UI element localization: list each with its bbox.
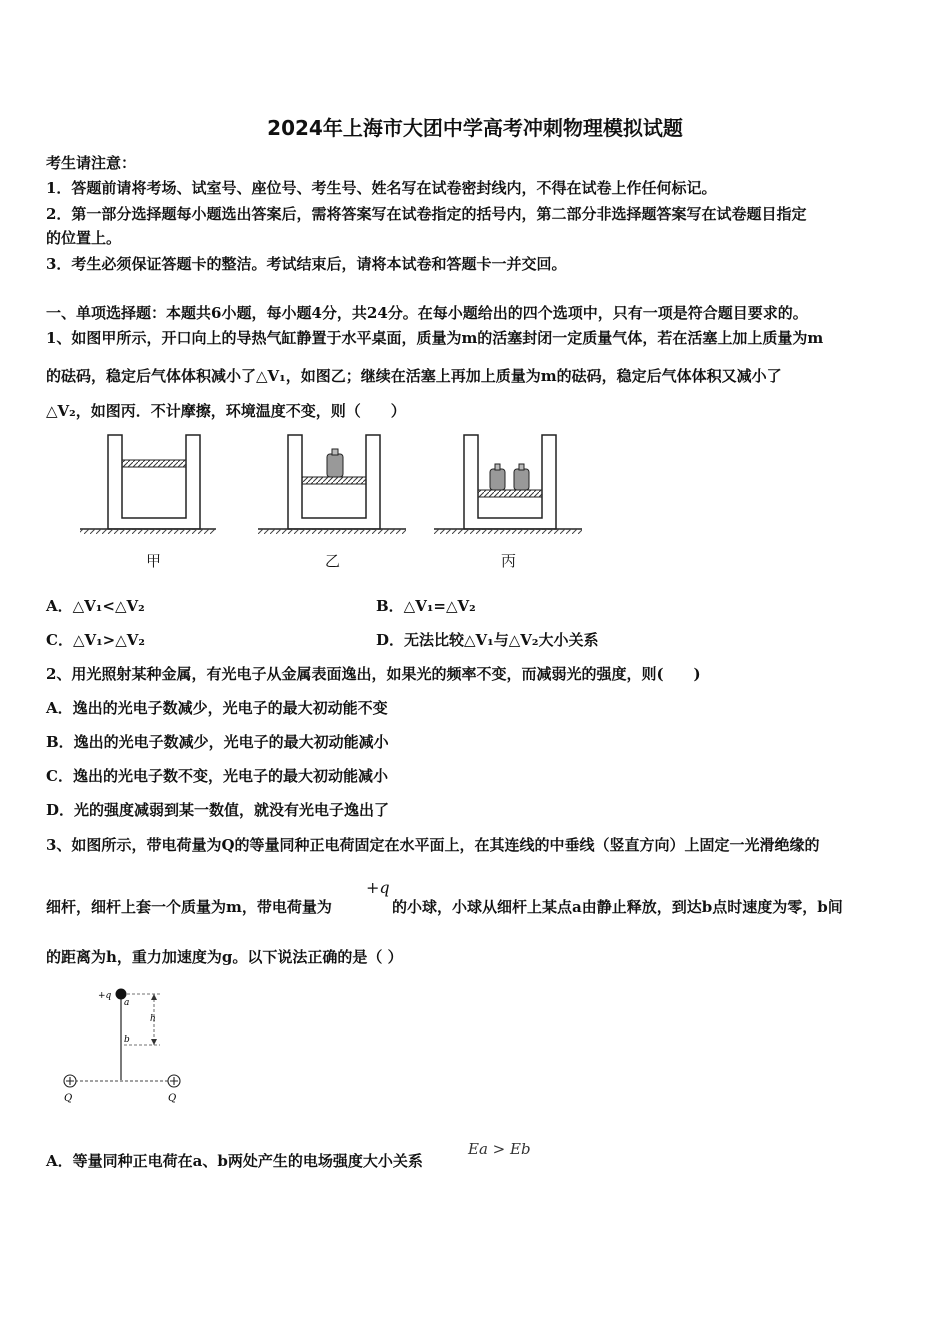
weight-icon <box>490 464 505 490</box>
q1-line2: 的砝码，稳定后气体体积减小了△V₁，如图乙；继续在活塞上再加上质量为m的砝码，稳定后气体体积又减小了 <box>46 367 782 385</box>
notice-item-1: 1．答题前请将考场、试室号、座位号、考生号、姓名写在试卷密封线内，不得在试卷上作任何标记。 <box>46 179 717 197</box>
fig-label-q-left: Q <box>64 1093 73 1104</box>
q3-line1: 3、如图所示，带电荷量为Q的等量同种正电荷固定在水平面上，在其连线的中垂线（竖直方向）上固定一光滑绝缘的 <box>46 836 820 854</box>
q1-line3: △V₂，如图丙．不计摩擦，环境温度不变，则（ ） <box>46 402 406 420</box>
notice-heading: 考生请注意： <box>46 154 137 172</box>
q3-charge: +q <box>366 878 390 897</box>
q2-option-b: B．逸出的光电子数减少，光电子的最大初动能减小 <box>46 733 389 751</box>
fig-label-b: 乙 <box>325 552 341 570</box>
q3-line2a: 细杆，细杆上套一个质量为m，带电荷量为 <box>46 898 332 916</box>
fig-label-q-right: Q <box>168 1093 177 1104</box>
q1-option-a: A．△V₁<△V₂ <box>46 597 145 615</box>
positive-charge-icon <box>64 1075 76 1087</box>
fig-label-point-b: b <box>124 1035 130 1045</box>
q3-line2b: 的小球，小球从细杆上某点a由静止释放，到达b点时速度为零，b间 <box>392 898 843 916</box>
cylinder-figure-a <box>78 432 218 542</box>
charges-rod-figure <box>44 984 194 1106</box>
q1-option-c: C．△V₁>△V₂ <box>46 631 145 649</box>
q3-option-a: A．等量同种正电荷在a、b两处产生的电场强度大小关系 <box>46 1152 423 1170</box>
notice-item-3: 3．考生必须保证答题卡的整洁。考试结束后，请将本试卷和答题卡一并交回。 <box>46 255 567 273</box>
q3-relation: Ea > Eb <box>468 1140 531 1158</box>
q2-stem: 2、用光照射某种金属，有光电子从金属表面逸出，如果光的频率不变，而减弱光的强度，则( ) <box>46 665 701 683</box>
cylinder-figure-c <box>434 432 584 542</box>
q3-line3: 的距离为h，重力加速度为g。以下说法正确的是（ ） <box>46 948 403 966</box>
positive-charge-icon <box>168 1075 180 1087</box>
notice-item-2b: 的位置上。 <box>46 229 122 247</box>
notice-item-2a: 2．第一部分选择题每小题选出答案后，需将答案写在试卷指定的括号内，第二部分非选择题答案写在试卷题目指定 <box>46 205 807 223</box>
weight-icon <box>514 464 529 490</box>
cylinder-figure-b <box>258 432 408 542</box>
fig-label-h: h <box>150 1014 156 1024</box>
q1-option-d: D．无法比较△V₁与△V₂大小关系 <box>376 631 599 649</box>
fig-label-q: +q <box>98 991 112 1001</box>
page-title: 2024年上海市大团中学高考冲刺物理模拟试题 <box>267 116 683 140</box>
fig-label-a: 甲 <box>146 552 162 570</box>
q1-line1: 1、如图甲所示，开口向上的导热气缸静置于水平桌面，质量为m的活塞封闭一定质量气体，若在活塞上加上质量为m <box>46 329 824 347</box>
q2-option-a: A．逸出的光电子数减少，光电子的最大初动能不变 <box>46 699 388 717</box>
q2-option-c: C．逸出的光电子数不变，光电子的最大初动能减小 <box>46 767 388 785</box>
section-heading: 一、单项选择题：本题共6小题，每小题4分，共24分。在每小题给出的四个选项中，只有一项是符合题目要求的。 <box>46 304 808 322</box>
fig-label-c: 丙 <box>501 552 517 570</box>
weight-icon <box>327 449 343 477</box>
q2-option-d: D．光的强度减弱到某一数值，就没有光电子逸出了 <box>46 801 390 819</box>
fig-label-point-a: a <box>124 998 130 1008</box>
q1-option-b: B．△V₁=△V₂ <box>376 597 476 615</box>
